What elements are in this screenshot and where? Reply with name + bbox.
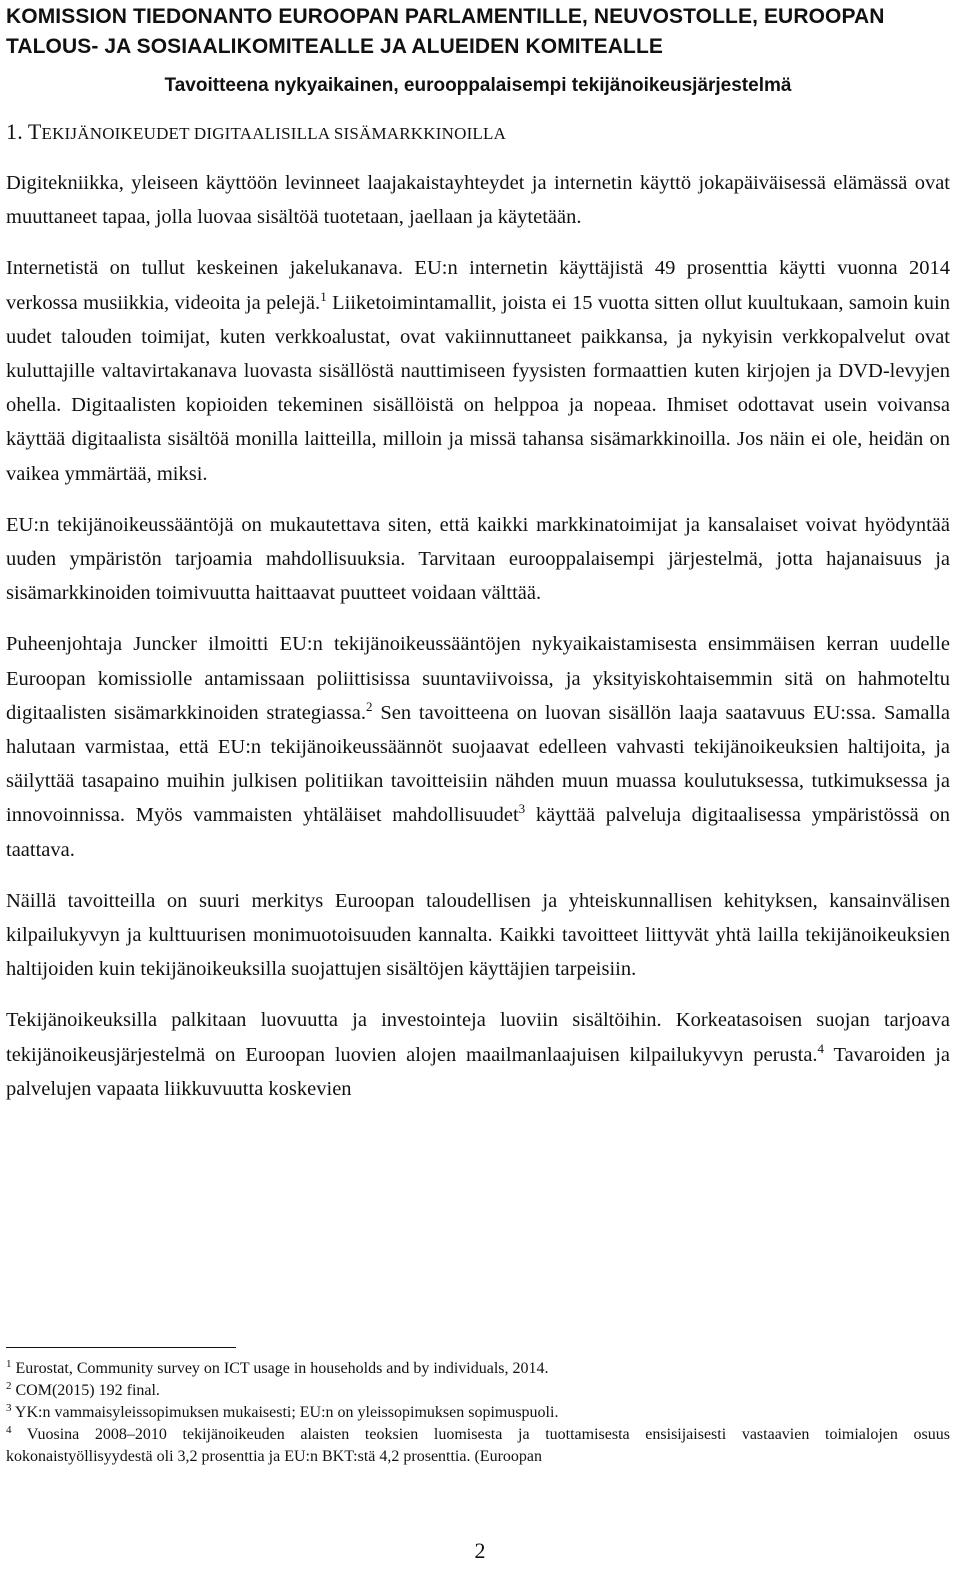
paragraph-6 bbox=[6, 1003, 950, 1106]
footnote-separator bbox=[6, 1347, 236, 1348]
paragraph-2 bbox=[6, 251, 950, 490]
document-subtitle: Tavoitteena nykyaikainen, eurooppalaisempi tekijänoikeusjärjestelmä bbox=[164, 75, 792, 96]
paragraph-1: Digitekniikka, yleiseen käyttöön levinneet laajakaistayhteydet ja internetin käyttö jokapäiväisessä elämässä ovat muuttaneet tapaa, jolla luovaa sisältöä tuotetaan, jaellaan ja käytetään. bbox=[6, 172, 950, 229]
document-page bbox=[6, 0, 950, 1106]
paragraph-4 bbox=[6, 627, 950, 866]
paragraph-4-text-c: käyttää palveluja digitaalisessa ympäristössä on taattava. bbox=[6, 804, 950, 861]
paragraph-2-text-b: Liiketoimintamallit, joista ei 15 vuotta sitten ollut kuultukaan, samoin kuin uudet talouden toimijat, kuten verkkoalustat, ovat vakiinnuttaneet paikkansa, ja nykyisin verkkopalvelut ovat kuluttajille valtavirtakanava luovasta sisällöstä nauttimiseen fyysisten formaattien kuten kirjojen ja DVD-levyjen ohella. Digitaalisten kopioiden tekeminen sisällöistä on helppoa ja nopeaa. Ihmiset odottavat usein voivansa käyttää digitaalista sisältöä monilla laitteilla, milloin ja missä tahansa sisämarkkinoilla. Jos näin ei ole, heidän on vaikea ymmärtää, miksi. bbox=[6, 291, 950, 485]
footnotes bbox=[6, 1358, 950, 1468]
paragraph-4-text-a: Puheenjohtaja Juncker ilmoitti EU:n tekijänoikeussääntöjen nykyaikaistamisesta ensimmäisen kerran uudelle Euroopan komissiolle antamissaan poliittisissa suuntaviivoissa, ja yksityiskohtaisemmin sitä on hahmoteltu digitaalisten sisämarkkinoiden strategiassa. bbox=[6, 633, 950, 724]
footnote-text: YK:n vammaisyleissopimuksen mukaisesti; EU:n on yleissopimuksen sopimuspuoli. bbox=[14, 1404, 559, 1421]
footnote-ref-1[interactable]: 1 bbox=[320, 288, 327, 304]
footnote-ref-2[interactable]: 2 bbox=[366, 698, 373, 714]
footnote-ref-3[interactable]: 3 bbox=[518, 801, 526, 817]
paragraph-3: EU:n tekijänoikeussääntöjä on mukautettava siten, että kaikki markkinatoimijat ja kansalaiset voivat hyödyntää uuden ympäristön tarjoamia mahdollisuuksia. Tarvitaan eurooppalaisempi järjestelmä, jotta hajanaisuus ja sisämarkkinoiden toimivuutta haittaavat puutteet voidaan välttää. bbox=[6, 513, 950, 605]
footnote-1 bbox=[6, 1358, 950, 1380]
paragraph-2-text-a: Internetistä on tullut keskeinen jakelukanava. EU:n internetin käyttäjistä 49 prosenttia käytti vuonna 2014 verkossa musiikkia, videoita ja pelejä. bbox=[6, 257, 950, 314]
paragraph-5: Näillä tavoitteilla on suuri merkitys Euroopan taloudellisen ja yhteiskunnallisen kehityksen, kansainvälisen kilpailukyvyn ja kulttuurisen monimuotoisuuden kannalta. Kaikki tavoitteet liittyvät yhtä lailla tekijänoikeuksien haltijoiden kuin tekijänoikeuksilla suojattujen sisältöjen käyttäjien tarpeisiin. bbox=[6, 889, 950, 981]
footnote-text: COM(2015) 192 final. bbox=[15, 1382, 160, 1399]
section-number: 1. bbox=[6, 119, 23, 144]
page-number: 2 bbox=[474, 1538, 486, 1563]
footnote-number: 3 bbox=[6, 1402, 12, 1414]
footnote-number: 1 bbox=[6, 1358, 12, 1370]
footnote-3 bbox=[6, 1402, 950, 1424]
footnote-4 bbox=[6, 1424, 950, 1468]
footnote-text: Eurostat, Community survey on ICT usage in households and by individuals, 2014. bbox=[15, 1360, 549, 1377]
section-heading-initial: T bbox=[27, 119, 42, 144]
footnote-number: 2 bbox=[6, 1380, 12, 1392]
paragraph-6-text-a: Tekijänoikeuksilla palkitaan luovuutta ja investointeja luoviin sisältöihin. Korkeatasoisen suojan tarjoava tekijänoikeusjärjestelmä on Euroopan luovien alojen maailmanlaajuisen kilpailukyvyn perusta. bbox=[6, 1009, 950, 1066]
footnote-number: 4 bbox=[6, 1424, 12, 1436]
footnote-text: Vuosina 2008–2010 tekijänoikeuden alaisten teoksien luomisesta ja tuottamisesta ensisijaisesti vastaavien toimialojen osuus kokonaistyöllisyydestä oli 3,2 prosenttia ja EU:n BKT:stä 4,2 prosenttia. (Euroopan bbox=[6, 1426, 950, 1465]
footnote-ref-4[interactable]: 4 bbox=[817, 1040, 825, 1056]
document-title: KOMISSION TIEDONANTO EUROOPAN PARLAMENTILLE, NEUVOSTOLLE, EUROOPAN TALOUS- JA SOSIAALIKOMITEALLE JA ALUEIDEN KOMITEALLE bbox=[6, 5, 885, 58]
paragraph-6-text-b: Tavaroiden ja palvelujen vapaata liikkuvuutta koskevien bbox=[6, 1043, 950, 1100]
paragraph-4-text-b: Sen tavoitteena on luovan sisällön laaja saatavuus EU:ssa. Samalla halutaan varmistaa, että EU:n tekijänoikeussäännöt suojaavat edelleen vahvasti tekijänoikeuksien haltijoita, ja säilyttää tasapaino muihin julkisen politiikan tavoitteisiin nähden muun muassa koulutuksessa, tutkimuksessa ja innovoinnissa. Myös vammaisten yhtäläiset mahdollisuudet bbox=[6, 701, 950, 827]
section-heading bbox=[6, 118, 950, 148]
footnote-2 bbox=[6, 1380, 950, 1402]
section-heading-rest: EKIJÄNOIKEUDET DIGITAALISILLA SISÄMARKKINOILLA bbox=[41, 124, 507, 143]
